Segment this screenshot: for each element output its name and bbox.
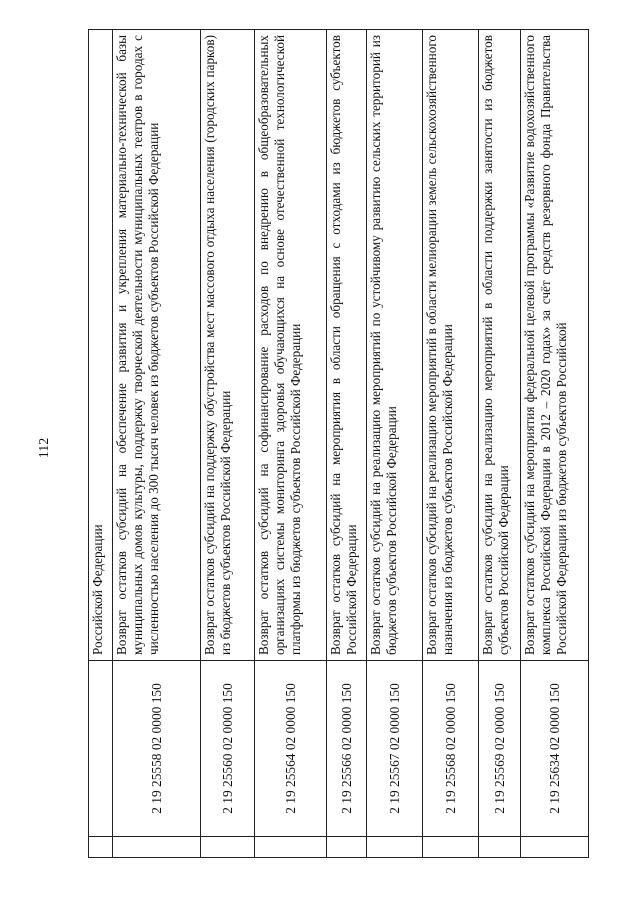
table-row: [89, 30, 113, 858]
table-cell-description: Возврат остатков субсидий на софинансирование расходов по внедрению в общеобразовательных организациях системы мониторинга здоровья обучающихся на основе отечественной технологической платформы из бюджетов субъектов Российской Федерации: [255, 30, 327, 661]
table-row: [113, 30, 201, 858]
table-cell-code: 2 19 25558 02 0000 150: [113, 661, 201, 837]
table-cell-code: 2 19 25564 02 0000 150: [255, 661, 327, 837]
table-row: [423, 30, 479, 858]
table-cell-empty: [89, 837, 113, 858]
table-row: [201, 30, 255, 858]
table-cell-description: Возврат остатков субсидий на реализацию мероприятий в области мелиорации земель сельскохозяйственного назначения из бюджетов субъектов Российской Федерации: [423, 30, 479, 661]
table-cell-empty: [113, 837, 201, 858]
table-cell-code: 2 19 25568 02 0000 150: [423, 661, 479, 837]
budget-code-table: [88, 29, 589, 858]
table-cell-empty: [255, 837, 327, 858]
table-row: [327, 30, 367, 858]
table-cell-empty: [367, 837, 423, 858]
table-cell-description: Возврат остатков субсидий на реализацию мероприятий по устойчивому развитию сельских территорий из бюджетов субъектов Российской Федерации: [367, 30, 423, 661]
table-cell-code: 2 19 25560 02 0000 150: [201, 661, 255, 837]
table-cell-empty: [479, 837, 521, 858]
table-cell-description: Возврат остатков субсидий на обеспечение развития и укрепления материально-технической базы муниципальных домов культуры, поддержку творческой деятельности муниципальных театров в городах с численностью населения до 300 тысяч человек из бюджетов субъектов Российской Федерации: [113, 30, 201, 661]
page-number: 112: [37, 437, 52, 459]
table-cell-description: Возврат остатков субсидий на поддержку обустройства мест массового отдыха населения (городских парков) из бюджетов субъектов Российской Федерации: [201, 30, 255, 661]
table-cell-code: 2 19 25567 02 0000 150: [367, 661, 423, 837]
table-cell-code: 2 19 25569 02 0000 150: [479, 661, 521, 837]
table-cell-description: Возврат остатков субсидии на реализацию мероприятий в области поддержки занятости из бюджетов субъектов Российской Федерации: [479, 30, 521, 661]
table-cell-code: 2 19 25566 02 0000 150: [327, 661, 367, 837]
table-cell-description: Возврат остатков субсидий на мероприятия федеральной целевой программы «Развитие водохозяйственного комплекса Российской Федерации в 2012 – 2020 годах» за счёт средств резервного фонда Правительства Российской Федерации из бюджетов субъектов Российской: [521, 30, 589, 661]
table-row: [367, 30, 423, 858]
table-cell-description: Российской Федерации: [89, 30, 113, 661]
table-cell-code: [89, 661, 113, 837]
table-cell-empty: [201, 837, 255, 858]
table-cell-description: Возврат остатков субсидий на мероприятия в области обращения с отходами из бюджетов субъектов Российской Федерации: [327, 30, 367, 661]
table-row: [479, 30, 521, 858]
document-table-wrapper: [88, 35, 588, 858]
table-cell-empty: [521, 837, 589, 858]
table-cell-code: 2 19 25634 02 0000 150: [521, 661, 589, 837]
table-cell-empty: [327, 837, 367, 858]
table-cell-empty: [423, 837, 479, 858]
table-row: [521, 30, 589, 858]
table-row: [255, 30, 327, 858]
